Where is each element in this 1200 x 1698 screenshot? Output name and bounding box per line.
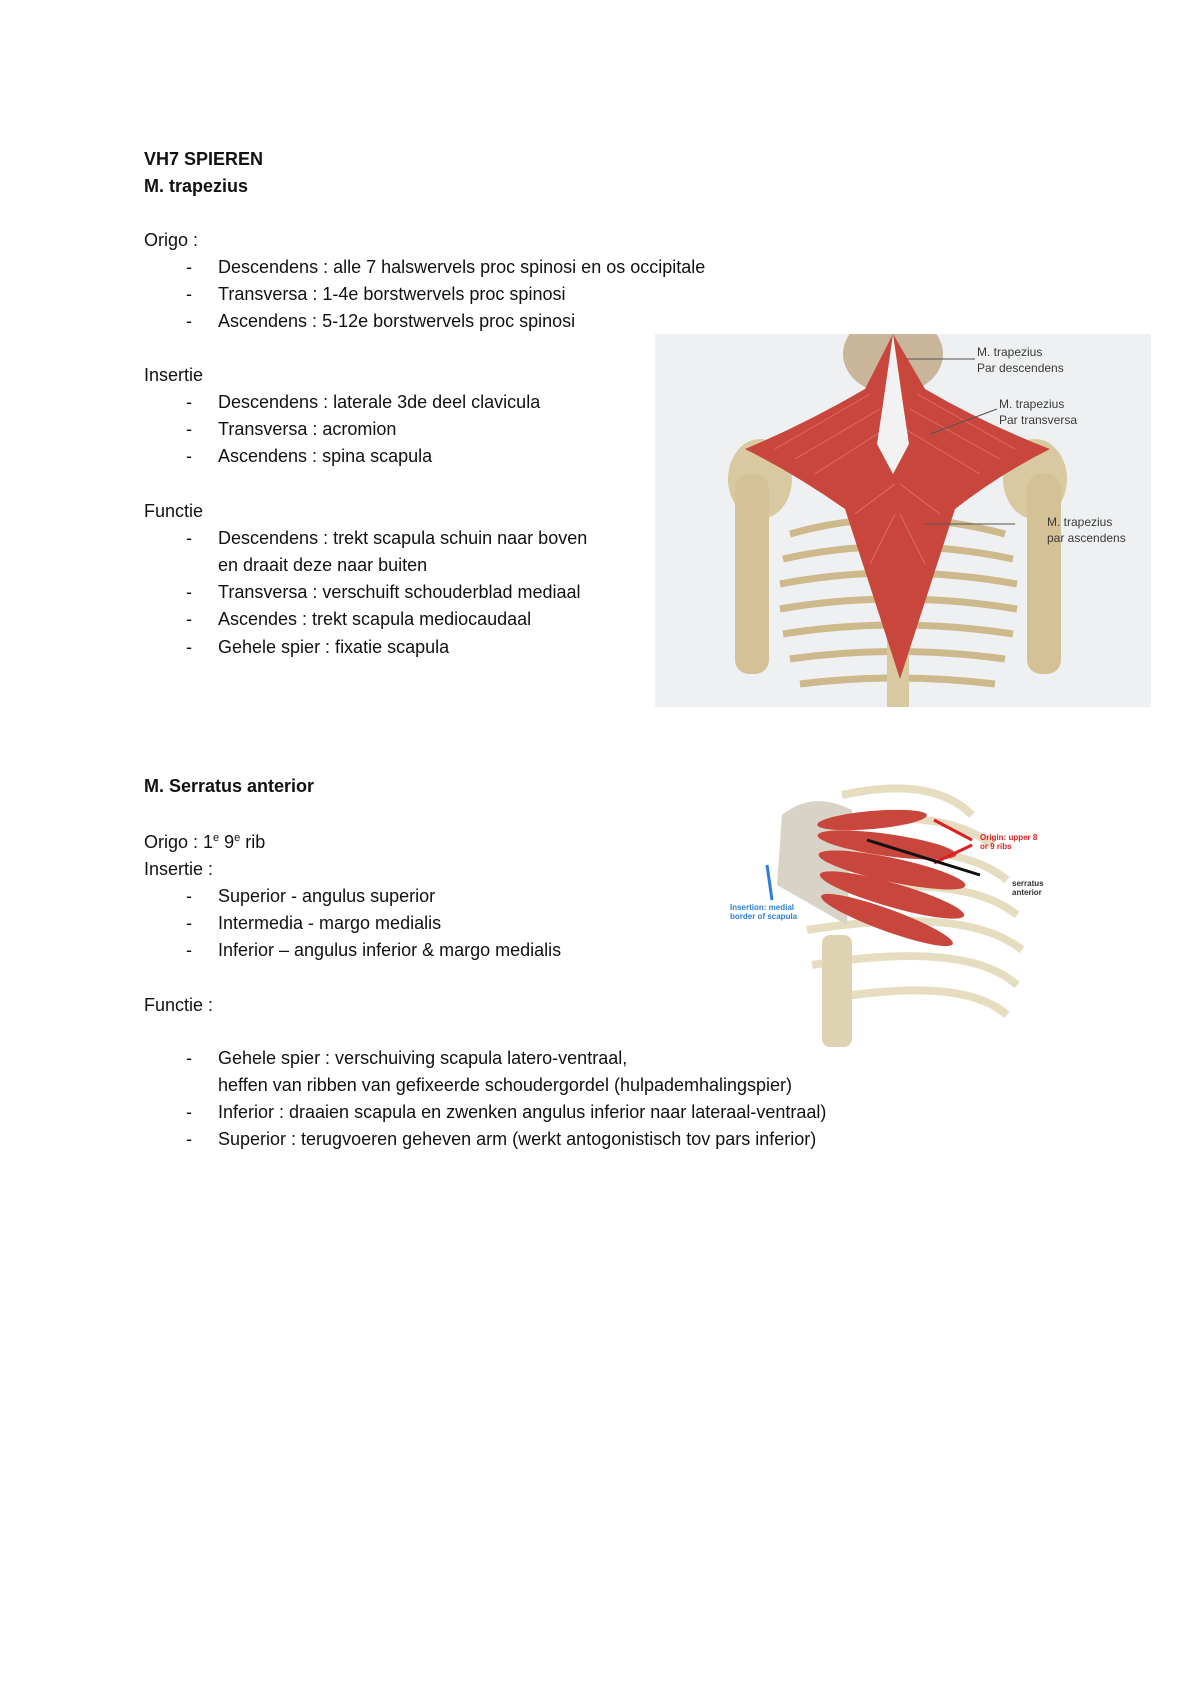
label-trapezius-transversa-1: M. trapezius (999, 397, 1065, 411)
bullet-dash: - (186, 1129, 192, 1149)
label-serratus-origin-2: or 9 ribs (980, 842, 1012, 851)
bullet-dash: - (186, 284, 192, 304)
muscle-title-trapezius: M. trapezius (144, 176, 249, 196)
trapezius-origo-item: Descendens : alle 7 halswervels proc spinosi en os occipitale (218, 257, 706, 277)
label-serratus-insertion-2: border of scapula (730, 912, 798, 921)
bullet-dash: - (186, 913, 192, 933)
trapezius-origo-item: Ascendens : 5-12e borstwervels proc spinosi (218, 311, 576, 331)
trapezius-insertie-label: Insertie (144, 365, 204, 385)
serratus-anatomy-figure (722, 775, 1104, 1047)
trapezius-functie-continuation: en draait deze naar buiten (218, 555, 428, 575)
label-serratus-muscle-2: anterior (1012, 888, 1042, 897)
bullet-dash: - (186, 1102, 192, 1122)
bullet-dash: - (186, 886, 192, 906)
label-serratus-insertion-1: Insertion: medial (730, 903, 795, 912)
trapezius-functie-item: Gehele spier : fixatie scapula (218, 637, 450, 657)
serratus-origo-suffix: rib (240, 832, 266, 852)
trapezius-functie-item: Descendens : trekt scapula schuin naar boven (218, 528, 588, 548)
label-trapezius-ascendens-2: par ascendens (1047, 531, 1126, 545)
serratus-functie-label: Functie : (144, 995, 214, 1015)
bullet-dash: - (186, 940, 192, 960)
serratus-origo (144, 831, 265, 853)
serratus-insertie-item: Intermedia - margo medialis (218, 913, 442, 933)
muscle-title-serratus: M. Serratus anterior (144, 776, 315, 796)
serratus-origo-prefix: Origo : 1 (144, 832, 214, 852)
serratus-functie-item: Inferior : draaien scapula en zwenken angulus inferior naar lateraal-ventraal) (218, 1102, 827, 1122)
serratus-origo-mid: 9 (219, 832, 235, 852)
trapezius-insertie-item: Ascendens : spina scapula (218, 446, 433, 466)
bullet-dash: - (186, 446, 192, 466)
bullet-dash: - (186, 637, 192, 657)
serratus-functie-item: Superior : terugvoeren geheven arm (werkt antogonistisch tov pars inferior) (218, 1129, 817, 1149)
chapter-title: VH7 SPIEREN (144, 149, 264, 169)
trapezius-functie-item: Transversa : verschuift schouderblad mediaal (218, 582, 581, 602)
bullet-dash: - (186, 528, 192, 548)
label-trapezius-ascendens-1: M. trapezius (1047, 515, 1113, 529)
bullet-dash: - (186, 419, 192, 439)
trapezius-origo-item: Transversa : 1-4e borstwervels proc spinosi (218, 284, 566, 304)
bullet-dash: - (186, 582, 192, 602)
trapezius-anatomy-figure (655, 334, 1151, 707)
serratus-insertie-label: Insertie : (144, 859, 214, 879)
bullet-dash: - (186, 392, 192, 412)
bullet-dash: - (186, 1048, 192, 1068)
serratus-insertie-item: Inferior – angulus inferior & margo medialis (218, 940, 562, 960)
serratus-functie-item: Gehele spier : verschuiving scapula latero-ventraal, (218, 1048, 628, 1068)
trapezius-origo-label: Origo : (144, 230, 199, 250)
superscript: e (213, 832, 220, 844)
label-trapezius-descendens-2: Par descendens (977, 361, 1064, 375)
trapezius-functie-item: Ascendes : trekt scapula mediocaudaal (218, 609, 532, 629)
bullet-dash: - (186, 311, 192, 331)
bullet-dash: - (186, 257, 192, 277)
serratus-insertie-item: Superior - angulus superior (218, 886, 436, 906)
label-trapezius-transversa-2: Par transversa (999, 413, 1078, 427)
superscript: e (234, 832, 241, 844)
trapezius-functie-label: Functie (144, 501, 204, 521)
trapezius-insertie-item: Descendens : laterale 3de deel clavicula (218, 392, 541, 412)
trapezius-insertie-item: Transversa : acromion (218, 419, 397, 439)
serratus-functie-continuation: heffen van ribben van gefixeerde schoudergordel (hulpademhalingspier) (218, 1075, 793, 1095)
label-trapezius-descendens-1: M. trapezius (977, 345, 1043, 359)
label-serratus-muscle-1: serratus (1012, 879, 1044, 888)
bullet-dash: - (186, 609, 192, 629)
label-serratus-origin-1: Origin: upper 8 (980, 833, 1038, 842)
